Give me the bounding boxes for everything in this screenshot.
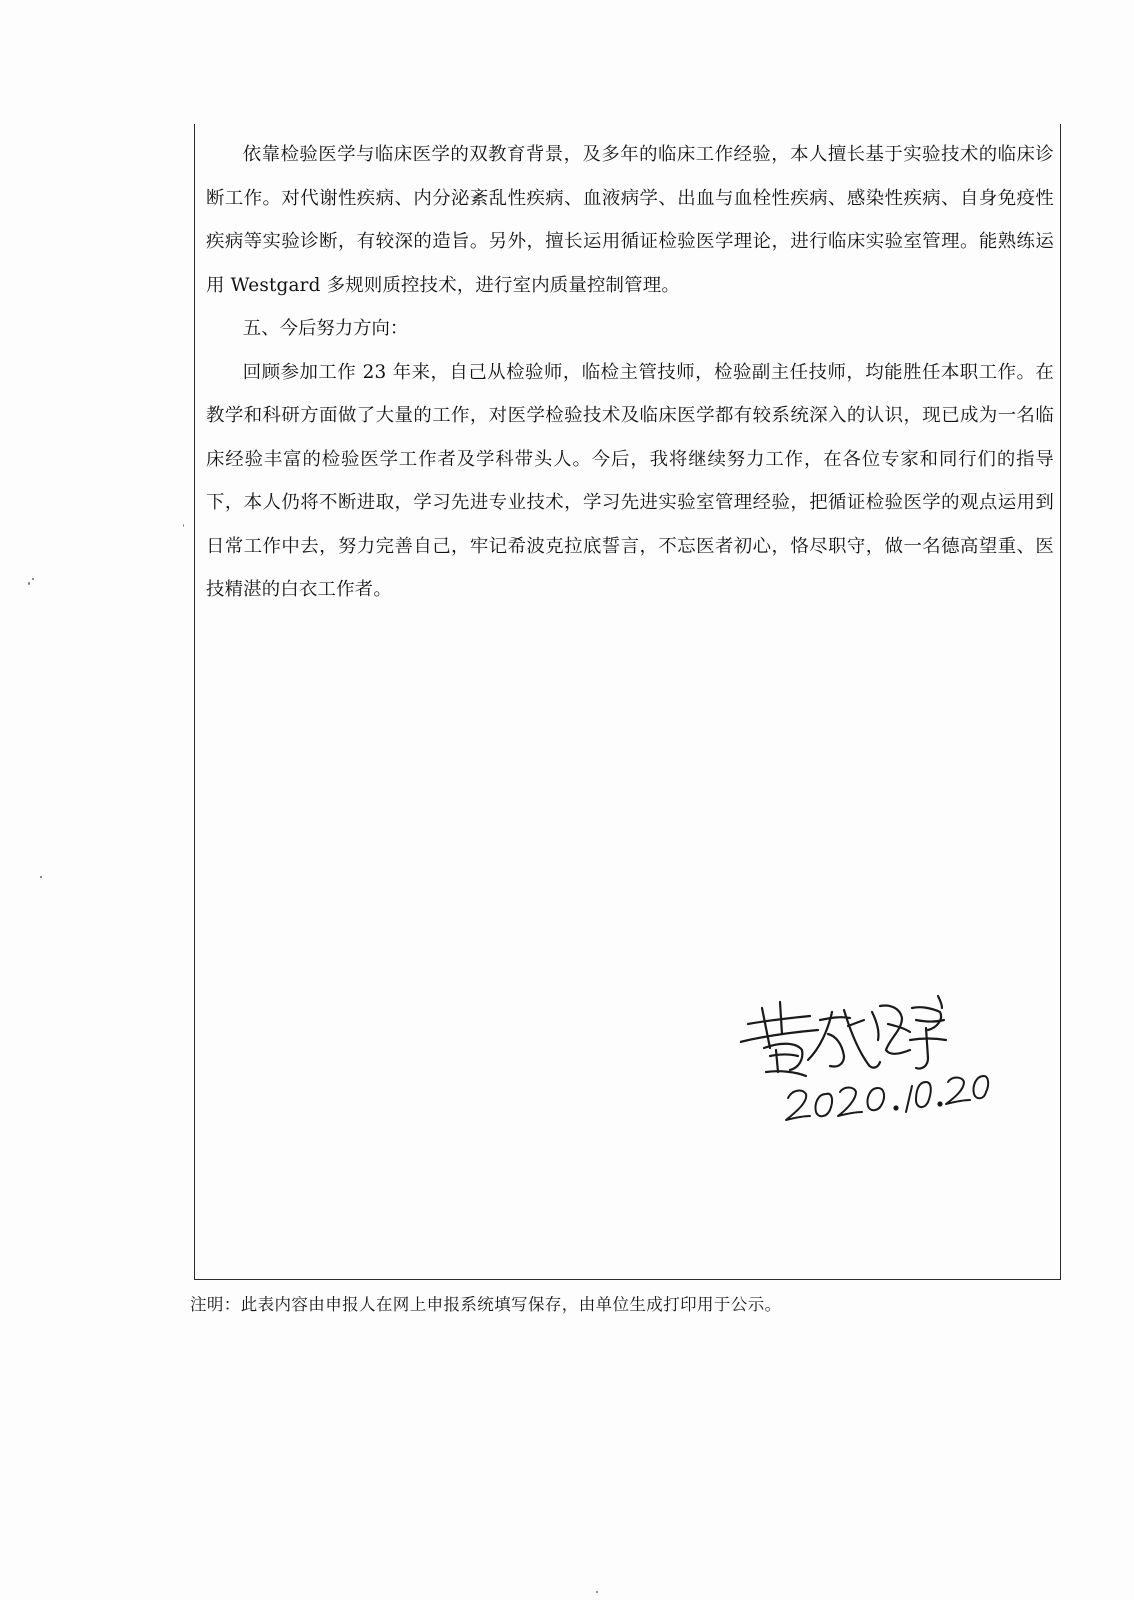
expertise-paragraph: 依靠检验医学与临床医学的双教育背景，及多年的临床工作经验，本人擅长基于实验技术的临床诊断工作。对代谢性疾病、内分泌紊乱性疾病、血液病学、出血与血栓性疾病、感染性疾病、自身免疫性疾病等实验诊断，有较深的造旨。另外，擅长运用循证检验医学理论，进行临床实验室管理。能熟练运用 Westgard 多规则质控技术，进行室内质量控制管理。 xyxy=(206,144,1054,296)
section-heading: 五、今后努力方向： xyxy=(242,318,409,339)
form-content xyxy=(206,133,1054,612)
handwritten-signature xyxy=(740,990,990,1140)
scan-speck xyxy=(596,1591,598,1593)
scan-speck xyxy=(183,524,184,527)
scan-speck xyxy=(28,582,30,585)
scan-speck xyxy=(32,578,34,580)
scan-speck xyxy=(40,876,42,878)
future-direction-paragraph: 回顾参加工作 23 年来，自己从检验师，临检主管技师，检验副主任技师，均能胜任本职工作。在教学和科研方面做了大量的工作，对医学检验技术及临床医学都有较系统深入的认识，现已成为一名临床经验丰富的检验医学工作者及学科带头人。今后，我将继续努力工作，在各位专家和同行们的指导下，本人仍将不断进取，学习先进专业技术，学习先进实验室管理经验，把循证检验医学的观点运用到日常工作中去，努力完善自己，牢记希波克拉底誓言，不忘医者初心，恪尽职守，做一名德高望重、医技精湛的白衣工作者。 xyxy=(206,361,1054,600)
footnote: 注明：此表内容由申报人在网上申报系统填写保存，由单位生成打印用于公示。 xyxy=(190,1295,782,1314)
